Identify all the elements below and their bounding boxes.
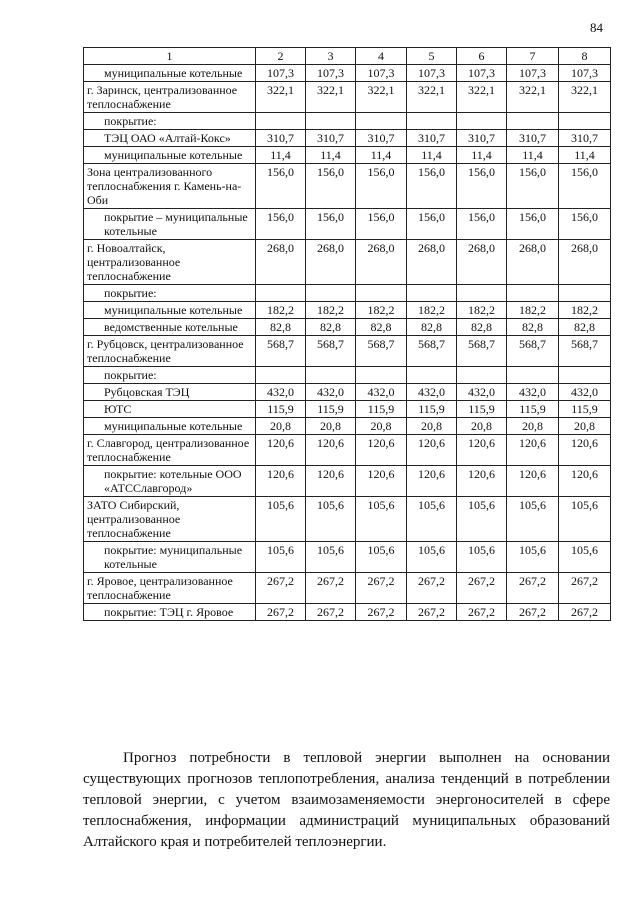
table-row <box>84 113 611 130</box>
value-cell: 268,0 <box>356 240 407 285</box>
value-cell: 267,2 <box>407 573 457 604</box>
value-cell: 267,2 <box>559 573 611 604</box>
value-cell: 120,6 <box>559 435 611 466</box>
header-cell: 2 <box>256 48 306 65</box>
value-cell: 267,2 <box>507 604 559 621</box>
header-cell: 1 <box>84 48 256 65</box>
value-cell: 115,9 <box>559 401 611 418</box>
value-cell: 568,7 <box>457 336 507 367</box>
value-cell <box>507 367 559 384</box>
value-cell: 156,0 <box>306 164 356 209</box>
value-cell: 120,6 <box>457 435 507 466</box>
header-cell: 7 <box>507 48 559 65</box>
value-cell: 322,1 <box>356 82 407 113</box>
value-cell <box>457 367 507 384</box>
value-cell: 156,0 <box>559 164 611 209</box>
value-cell: 11,4 <box>306 147 356 164</box>
value-cell: 322,1 <box>256 82 306 113</box>
table-row <box>84 367 611 384</box>
value-cell: 267,2 <box>559 604 611 621</box>
value-cell: 11,4 <box>407 147 457 164</box>
value-cell: 267,2 <box>407 604 457 621</box>
value-cell: 107,3 <box>457 65 507 82</box>
value-cell: 268,0 <box>256 240 306 285</box>
table-row <box>84 164 611 209</box>
value-cell: 105,6 <box>407 497 457 542</box>
value-cell: 82,8 <box>356 319 407 336</box>
value-cell: 105,6 <box>306 542 356 573</box>
value-cell <box>559 113 611 130</box>
value-cell <box>559 367 611 384</box>
value-cell: 568,7 <box>306 336 356 367</box>
value-cell: 105,6 <box>457 542 507 573</box>
body-paragraph: Прогноз потребности в тепловой энергии выполнен на основании существующих прогнозов теплопотребления, анализа тенденций в потреблении тепловой энергии, с учетом взаимозаменяемости энергоносителей в сфере теплоснабжения, информации администраций муниципальных образований Алтайского края и потребителей теплоэнергии. <box>83 750 610 850</box>
row-label: муниципальные котельные <box>84 65 256 82</box>
value-cell: 115,9 <box>306 401 356 418</box>
value-cell: 310,7 <box>256 130 306 147</box>
value-cell <box>559 285 611 302</box>
heat-demand-table <box>83 47 611 621</box>
header-cell: 4 <box>356 48 407 65</box>
table-row <box>84 401 611 418</box>
value-cell: 182,2 <box>356 302 407 319</box>
row-label: ТЭЦ ОАО «Алтай-Кокс» <box>84 130 256 147</box>
value-cell: 115,9 <box>457 401 507 418</box>
value-cell: 105,6 <box>559 497 611 542</box>
value-cell: 105,6 <box>356 497 407 542</box>
table-row <box>84 604 611 621</box>
value-cell: 267,2 <box>256 604 306 621</box>
value-cell: 11,4 <box>507 147 559 164</box>
value-cell: 107,3 <box>256 65 306 82</box>
value-cell: 182,2 <box>407 302 457 319</box>
value-cell: 115,9 <box>507 401 559 418</box>
value-cell: 11,4 <box>256 147 306 164</box>
value-cell <box>407 367 457 384</box>
value-cell <box>507 285 559 302</box>
value-cell: 82,8 <box>306 319 356 336</box>
page-number: 84 <box>590 20 603 35</box>
value-cell: 267,2 <box>356 573 407 604</box>
row-label: покрытие: <box>84 367 256 384</box>
row-label: ЗАТО Сибирский, централизованное теплоснабжение <box>84 497 256 542</box>
table-row <box>84 418 611 435</box>
value-cell: 267,2 <box>306 604 356 621</box>
value-cell: 182,2 <box>507 302 559 319</box>
value-cell: 432,0 <box>256 384 306 401</box>
value-cell: 156,0 <box>559 209 611 240</box>
value-cell: 156,0 <box>356 209 407 240</box>
value-cell: 107,3 <box>306 65 356 82</box>
value-cell: 115,9 <box>356 401 407 418</box>
value-cell: 115,9 <box>256 401 306 418</box>
value-cell: 156,0 <box>407 164 457 209</box>
value-cell <box>356 113 407 130</box>
value-cell <box>256 285 306 302</box>
value-cell: 82,8 <box>457 319 507 336</box>
row-label: муниципальные котельные <box>84 147 256 164</box>
value-cell: 120,6 <box>407 466 457 497</box>
value-cell: 568,7 <box>559 336 611 367</box>
row-label: покрытие: <box>84 285 256 302</box>
value-cell: 105,6 <box>407 542 457 573</box>
value-cell: 322,1 <box>457 82 507 113</box>
value-cell: 105,6 <box>256 542 306 573</box>
table-row <box>84 209 611 240</box>
value-cell: 20,8 <box>559 418 611 435</box>
row-label: Рубцовская ТЭЦ <box>84 384 256 401</box>
value-cell: 107,3 <box>559 65 611 82</box>
value-cell <box>457 113 507 130</box>
value-cell: 105,6 <box>306 497 356 542</box>
value-cell: 310,7 <box>356 130 407 147</box>
value-cell: 268,0 <box>306 240 356 285</box>
value-cell <box>256 113 306 130</box>
value-cell: 322,1 <box>559 82 611 113</box>
table-row <box>84 497 611 542</box>
value-cell: 267,2 <box>306 573 356 604</box>
row-label: муниципальные котельные <box>84 302 256 319</box>
value-cell: 182,2 <box>306 302 356 319</box>
table-row <box>84 65 611 82</box>
value-cell: 20,8 <box>507 418 559 435</box>
value-cell: 156,0 <box>457 209 507 240</box>
value-cell: 568,7 <box>356 336 407 367</box>
value-cell: 120,6 <box>407 435 457 466</box>
value-cell: 268,0 <box>457 240 507 285</box>
value-cell: 20,8 <box>457 418 507 435</box>
row-label: ЮТС <box>84 401 256 418</box>
value-cell: 310,7 <box>559 130 611 147</box>
table-row <box>84 147 611 164</box>
value-cell: 82,8 <box>507 319 559 336</box>
table-row <box>84 302 611 319</box>
value-cell: 20,8 <box>306 418 356 435</box>
value-cell: 82,8 <box>256 319 306 336</box>
value-cell <box>306 113 356 130</box>
value-cell: 156,0 <box>356 164 407 209</box>
value-cell: 268,0 <box>507 240 559 285</box>
value-cell: 267,2 <box>457 604 507 621</box>
row-label: г. Яровое, централизованное теплоснабжение <box>84 573 256 604</box>
value-cell: 105,6 <box>559 542 611 573</box>
value-cell: 82,8 <box>407 319 457 336</box>
table-row <box>84 384 611 401</box>
value-cell: 310,7 <box>507 130 559 147</box>
value-cell: 432,0 <box>407 384 457 401</box>
value-cell: 432,0 <box>356 384 407 401</box>
value-cell: 105,6 <box>356 542 407 573</box>
value-cell: 120,6 <box>507 435 559 466</box>
row-label: г. Рубцовск, централизованное теплоснабжение <box>84 336 256 367</box>
value-cell: 20,8 <box>356 418 407 435</box>
value-cell: 310,7 <box>407 130 457 147</box>
value-cell: 20,8 <box>256 418 306 435</box>
value-cell: 156,0 <box>507 209 559 240</box>
value-cell: 310,7 <box>457 130 507 147</box>
value-cell: 120,6 <box>457 466 507 497</box>
value-cell: 105,6 <box>256 497 306 542</box>
value-cell <box>306 367 356 384</box>
value-cell: 322,1 <box>507 82 559 113</box>
table-body <box>84 48 611 621</box>
value-cell: 182,2 <box>457 302 507 319</box>
value-cell: 11,4 <box>457 147 507 164</box>
value-cell: 182,2 <box>559 302 611 319</box>
value-cell: 11,4 <box>356 147 407 164</box>
header-cell: 3 <box>306 48 356 65</box>
header-cell: 6 <box>457 48 507 65</box>
table-row <box>84 130 611 147</box>
value-cell: 11,4 <box>559 147 611 164</box>
value-cell <box>507 113 559 130</box>
value-cell: 120,6 <box>256 435 306 466</box>
table-row <box>84 240 611 285</box>
value-cell <box>407 113 457 130</box>
value-cell: 156,0 <box>457 164 507 209</box>
value-cell: 120,6 <box>356 435 407 466</box>
row-label: покрытие – муниципальные котельные <box>84 209 256 240</box>
value-cell: 120,6 <box>559 466 611 497</box>
value-cell: 115,9 <box>407 401 457 418</box>
value-cell: 107,3 <box>507 65 559 82</box>
value-cell: 107,3 <box>356 65 407 82</box>
value-cell: 156,0 <box>256 209 306 240</box>
value-cell: 322,1 <box>306 82 356 113</box>
value-cell: 120,6 <box>507 466 559 497</box>
value-cell <box>356 367 407 384</box>
value-cell: 156,0 <box>507 164 559 209</box>
row-label: покрытие: муниципальные котельные <box>84 542 256 573</box>
value-cell: 182,2 <box>256 302 306 319</box>
value-cell <box>306 285 356 302</box>
table-row <box>84 285 611 302</box>
header-cell: 8 <box>559 48 611 65</box>
row-label: г. Заринск, централизованное теплоснабжение <box>84 82 256 113</box>
header-cell: 5 <box>407 48 457 65</box>
value-cell: 107,3 <box>407 65 457 82</box>
value-cell: 432,0 <box>306 384 356 401</box>
value-cell: 105,6 <box>507 497 559 542</box>
value-cell: 120,6 <box>256 466 306 497</box>
value-cell: 322,1 <box>407 82 457 113</box>
row-label: муниципальные котельные <box>84 418 256 435</box>
value-cell: 120,6 <box>306 466 356 497</box>
table-row <box>84 466 611 497</box>
value-cell: 105,6 <box>457 497 507 542</box>
row-label: г. Славгород, централизованное теплоснабжение <box>84 435 256 466</box>
row-label: г. Новоалтайск, централизованное теплоснабжение <box>84 240 256 285</box>
value-cell: 82,8 <box>559 319 611 336</box>
value-cell: 20,8 <box>407 418 457 435</box>
value-cell: 267,2 <box>507 573 559 604</box>
row-label: покрытие: котельные ООО «АТССлавгород» <box>84 466 256 497</box>
value-cell: 120,6 <box>306 435 356 466</box>
value-cell: 268,0 <box>559 240 611 285</box>
value-cell: 568,7 <box>256 336 306 367</box>
table-row <box>84 82 611 113</box>
value-cell: 432,0 <box>457 384 507 401</box>
value-cell: 156,0 <box>256 164 306 209</box>
value-cell <box>457 285 507 302</box>
value-cell: 267,2 <box>457 573 507 604</box>
value-cell: 432,0 <box>559 384 611 401</box>
row-label: покрытие: ТЭЦ г. Яровое <box>84 604 256 621</box>
value-cell <box>356 285 407 302</box>
value-cell <box>407 285 457 302</box>
value-cell <box>256 367 306 384</box>
row-label: Зона централизованного теплоснабжения г. Камень-на-Оби <box>84 164 256 209</box>
value-cell: 156,0 <box>407 209 457 240</box>
value-cell: 568,7 <box>507 336 559 367</box>
value-cell: 156,0 <box>306 209 356 240</box>
value-cell: 568,7 <box>407 336 457 367</box>
table-row <box>84 336 611 367</box>
value-cell: 268,0 <box>407 240 457 285</box>
table-row <box>84 573 611 604</box>
value-cell: 120,6 <box>356 466 407 497</box>
table-row <box>84 435 611 466</box>
table-row <box>84 319 611 336</box>
row-label: ведомственные котельные <box>84 319 256 336</box>
table-row <box>84 542 611 573</box>
row-label: покрытие: <box>84 113 256 130</box>
value-cell: 105,6 <box>507 542 559 573</box>
value-cell: 310,7 <box>306 130 356 147</box>
value-cell: 267,2 <box>356 604 407 621</box>
table-header-row <box>84 48 611 65</box>
value-cell: 267,2 <box>256 573 306 604</box>
value-cell: 432,0 <box>507 384 559 401</box>
